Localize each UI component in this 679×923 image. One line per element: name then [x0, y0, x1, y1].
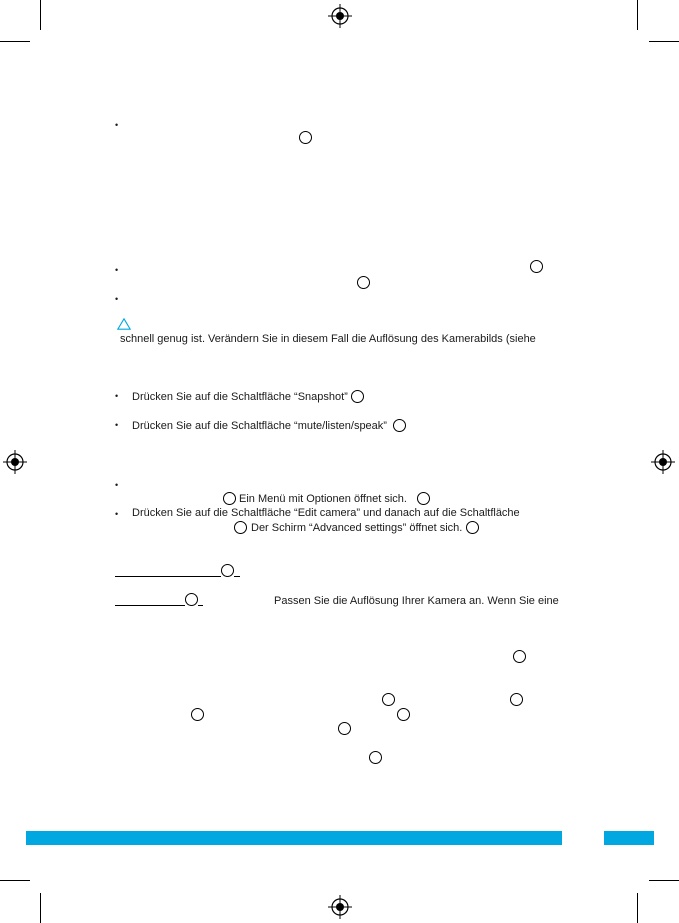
registration-mark-icon: [328, 4, 352, 28]
bullet: •: [115, 509, 119, 519]
bullet: •: [115, 120, 119, 130]
number-circle: [234, 521, 247, 534]
crop-mark: [40, 893, 41, 923]
bullet: •: [115, 420, 119, 430]
warning-triangle-icon: [117, 318, 131, 330]
number-circle: [393, 419, 406, 432]
registration-mark-icon: [3, 450, 27, 474]
number-circle: [466, 521, 479, 534]
crop-mark: [637, 0, 638, 30]
number-circle: [338, 722, 351, 735]
number-circle: [357, 276, 370, 289]
bullet: •: [115, 265, 119, 275]
footer-accent-bar: [26, 831, 654, 845]
text-line: schnell genug ist. Verändern Sie in diesem Fall die Auflösung des Kamerabilds (siehe: [120, 333, 536, 345]
text-line: Drücken Sie auf die Schaltfläche “mute/listen/speak”: [132, 420, 387, 432]
crop-mark: [0, 41, 30, 42]
text-line: Drücken Sie auf die Schaltfläche “Snapshot”: [132, 391, 348, 403]
number-circle: [513, 650, 526, 663]
underline: [115, 605, 185, 606]
number-circle: [299, 131, 312, 144]
registration-mark-icon: [328, 895, 352, 919]
bullet: •: [115, 391, 119, 401]
number-circle: [369, 751, 382, 764]
crop-mark: [649, 880, 679, 881]
number-circle: [223, 492, 236, 505]
number-circle: [191, 708, 204, 721]
number-circle: [221, 564, 234, 577]
crop-mark: [637, 893, 638, 923]
number-circle: [351, 390, 364, 403]
text-line: Drücken Sie auf die Schaltfläche “Edit camera” und danach auf die Schaltfläche: [132, 507, 520, 519]
bullet: •: [115, 294, 119, 304]
number-circle: [397, 708, 410, 721]
bullet: •: [115, 480, 119, 490]
crop-mark: [0, 880, 30, 881]
number-circle: [417, 492, 430, 505]
number-circle: [382, 693, 395, 706]
number-circle: [530, 260, 543, 273]
number-circle: [185, 593, 198, 606]
underline: [234, 576, 240, 577]
underline: [115, 576, 221, 577]
crop-mark: [649, 41, 679, 42]
page-number-box: [562, 831, 604, 845]
underline: [198, 605, 203, 606]
number-circle: [510, 693, 523, 706]
registration-mark-icon: [651, 450, 675, 474]
text-line: Ein Menü mit Optionen öffnet sich.: [239, 493, 407, 505]
crop-mark: [40, 0, 41, 30]
text-line: Passen Sie die Auflösung Ihrer Kamera an. Wenn Sie eine: [274, 595, 559, 607]
text-line: Der Schirm “Advanced settings” öffnet sich.: [251, 522, 463, 534]
